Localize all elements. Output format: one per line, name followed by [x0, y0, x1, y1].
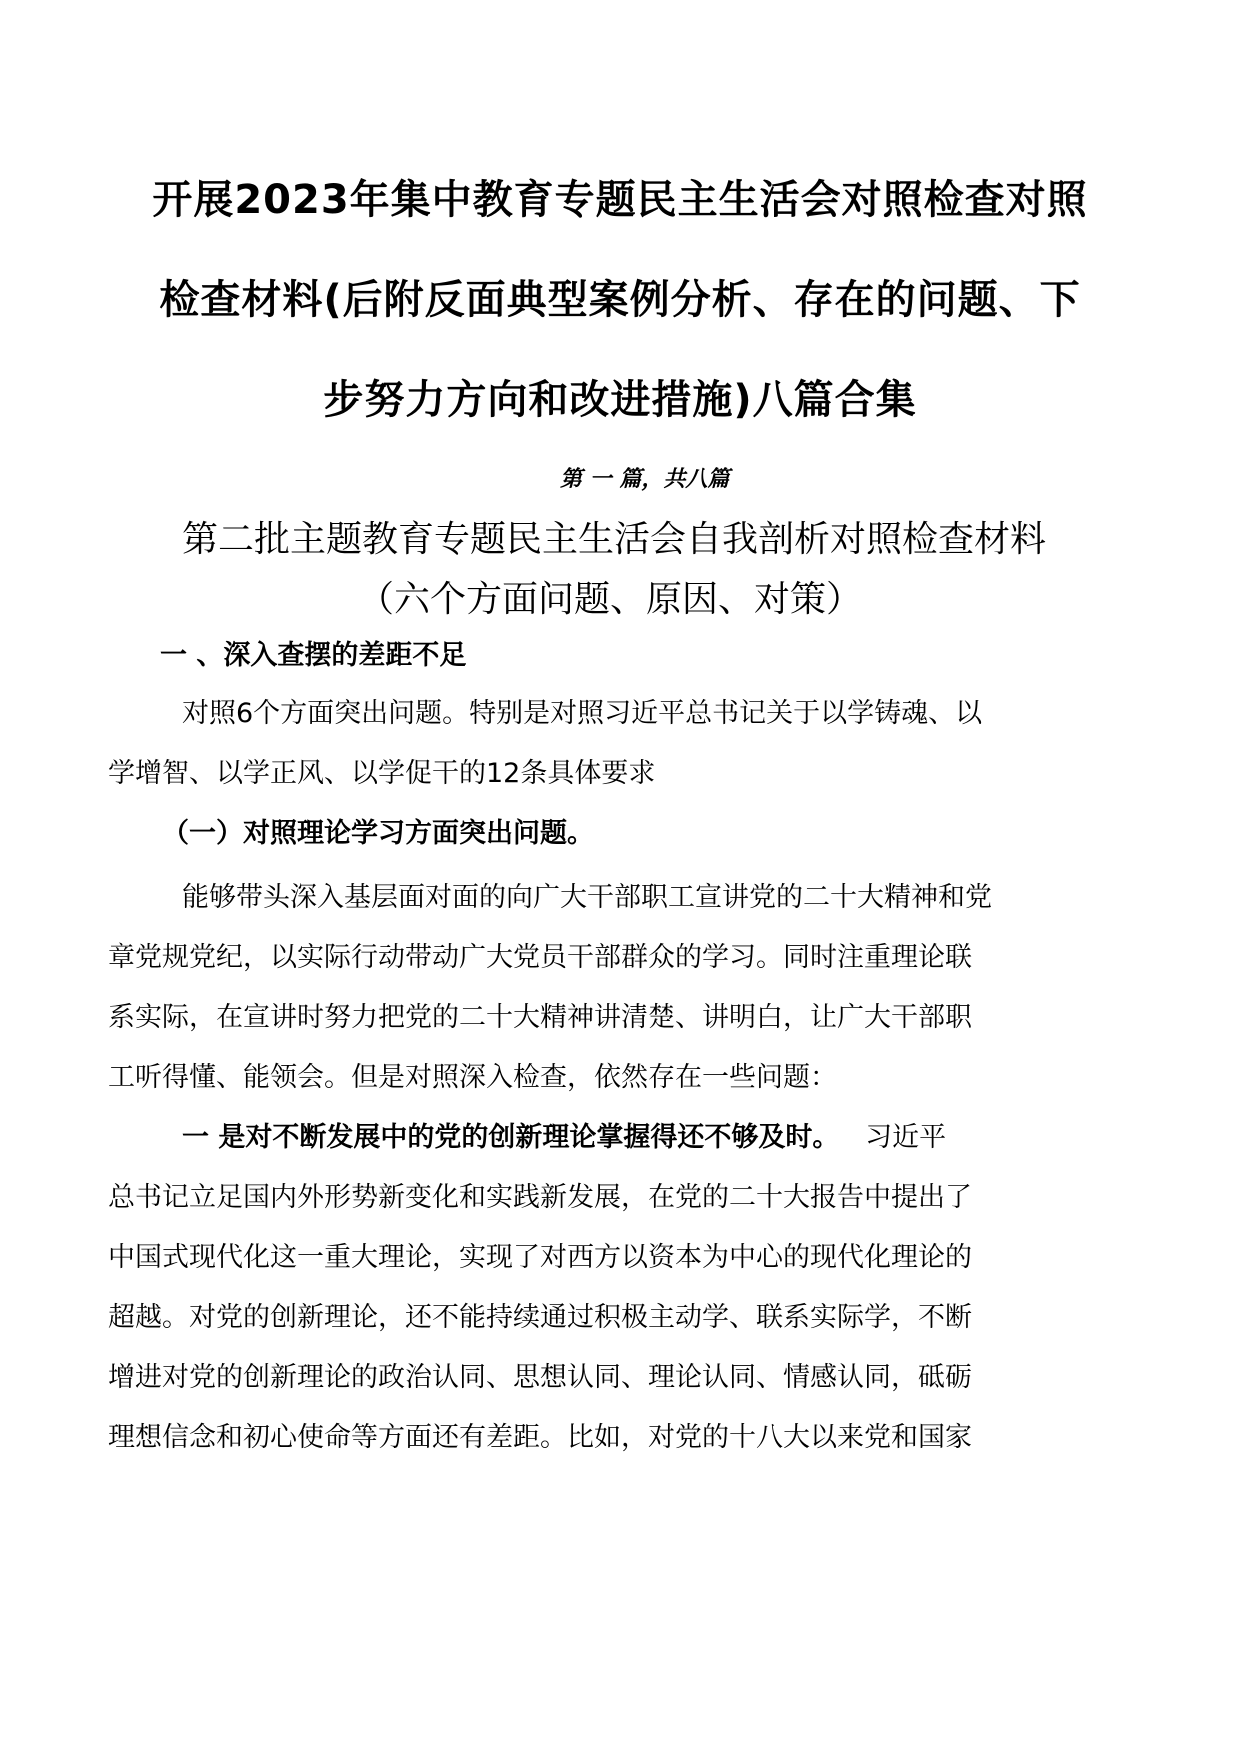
document-title-line: （六个方面问题、原因、对策）	[357, 579, 862, 620]
paragraph-line: 系实际，在宣讲时努力把党的二十大精神讲清楚、讲明白，让广大干部职	[108, 1002, 972, 1033]
document-title-line: 第二批主题教育专题民主生活会自我剖析对照检查材料	[182, 519, 1047, 560]
subsection-heading: （一）对照理论学习方面突出问题。	[162, 818, 594, 849]
paragraph-line: 超越。对党的创新理论，还不能持续通过积极主动学、联系实际学，不断	[108, 1302, 972, 1333]
paragraph-line: 总书记立足国内外形势新变化和实践新发展，在党的二十大报告中提出了	[108, 1182, 972, 1213]
paragraph-line: 中国式现代化这一重大理论，实现了对西方以资本为中心的现代化理论的	[108, 1242, 972, 1273]
paragraph-line: 理想信念和初心使命等方面还有差距。比如，对党的十八大以来党和国家	[108, 1422, 972, 1453]
subsection-paragraph	[108, 868, 1128, 1108]
main-title-line: 开展2023年集中教育专题民主生活会对照检查对照	[152, 177, 1088, 223]
point-lead	[108, 1108, 1128, 1168]
main-title-line: 步努力方向和改进措施)八篇合集	[323, 377, 917, 423]
paragraph-line: 增进对党的创新理论的政治认同、思想认同、理论认同、情感认同，砥砺	[108, 1362, 972, 1393]
paragraph-line: 工听得懂、能领会。但是对照深入检查，依然存在一些问题：	[108, 1062, 837, 1093]
document-title	[160, 510, 1160, 630]
main-title-line: 检查材料(后附反面典型案例分析、存在的问题、下	[159, 277, 1081, 323]
point-paragraph	[108, 1108, 1128, 1468]
main-title	[100, 150, 1140, 450]
section-heading: 一 、深入查摆的差距不足	[160, 640, 467, 671]
paragraph-line: 章党规党纪，以实际行动带动广大党员干部群众的学习。同时注重理论联	[108, 942, 972, 973]
point-lead-rest: 习近平	[839, 1122, 947, 1153]
paragraph-line: 学增智、以学正风、以学促干的12条具体要求	[108, 758, 656, 789]
paragraph-line: 能够带头深入基层面对面的向广大干部职工宣讲党的二十大精神和党	[182, 882, 992, 913]
section-intro	[108, 684, 1128, 804]
point-lead-bold: 一 是对不断发展中的党的创新理论掌握得还不够及时。	[182, 1122, 840, 1153]
part-label: 第 一 篇，共八篇	[560, 466, 730, 492]
paragraph-line: 对照6个方面突出问题。特别是对照习近平总书记关于以学铸魂、以	[182, 698, 983, 729]
